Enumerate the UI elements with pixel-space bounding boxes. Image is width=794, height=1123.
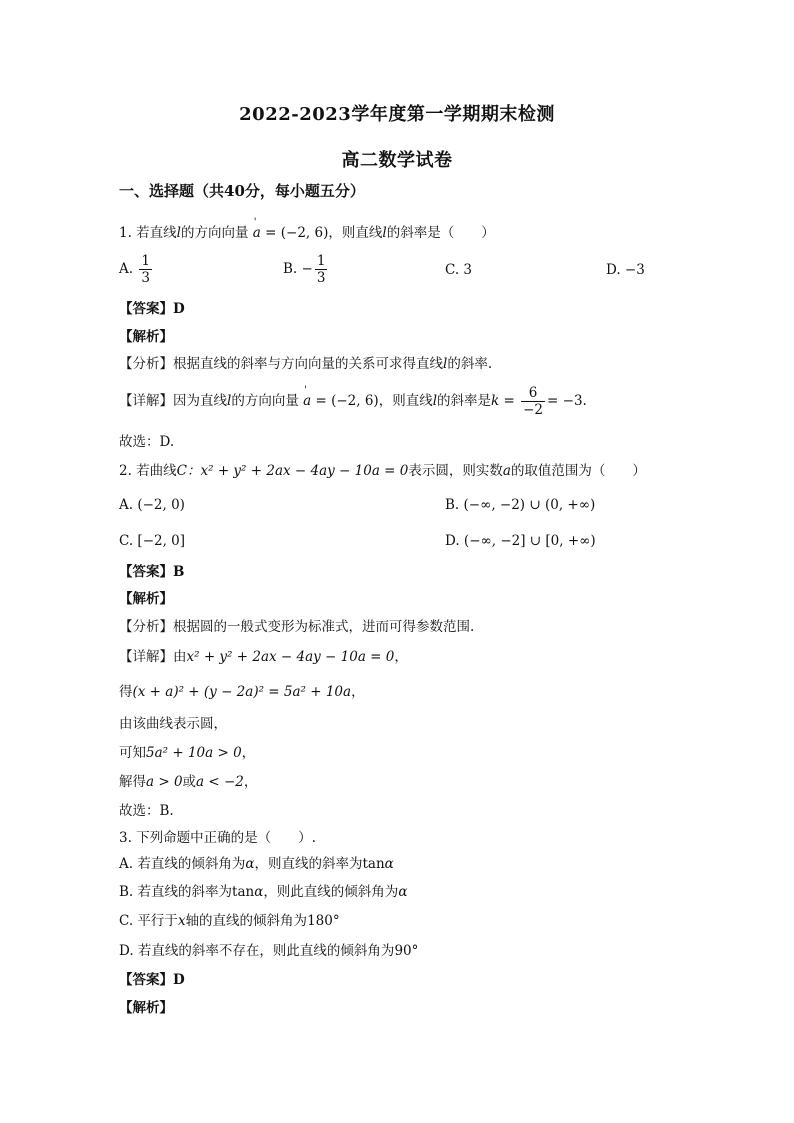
q2-stem: 2. 若曲线C：x² + y² + 2ax − 4ay − 10a = 0表示圆，则实数a的取值范围为（ ） (119, 463, 646, 479)
q2-step-ineq: 可知5a² + 10a > 0， (119, 745, 256, 761)
q1-detail: 【详解】因为直线l的方向向量 ' a = (−2, 6)，则直线l的斜率是k = $\frac{6}{-2}$ = −3. (119, 385, 587, 418)
section-heading: 一、选择题（共40分，每小题五分） (119, 182, 365, 200)
exam-title: 2022-2023学年度第一学期期末检测 (239, 104, 555, 125)
q2-step-solve: 解得a > 0或a < −2， (119, 774, 258, 790)
exam-subtitle: 高二数学试卷 (341, 150, 453, 171)
q2-option-c: C. [−2, 0] (119, 533, 186, 549)
q2-step-circle: 由该曲线表示圆， (119, 716, 227, 732)
q1-analysis: 【分析】根据直线的斜率与方向向量的关系可求得直线l的斜率. (119, 356, 493, 372)
fraction: $\frac{1}{3}$ (141, 253, 150, 286)
q2-option-b: B. (−∞, −2) ∪ (0, +∞) (445, 497, 596, 513)
q3-stem: 3. 下列命题中正确的是（ ）. (119, 830, 316, 846)
q3-option-b: B. 若直线的斜率为tanα，则此直线的倾斜角为α (119, 884, 408, 900)
q1-option-d: D. −3 (606, 262, 645, 278)
q1-option-a: A. $\frac{1}{3}$ (119, 253, 150, 286)
q2-option-a: A. (−2, 0) (119, 497, 185, 513)
q3-option-d: D. 若直线的斜率不存在，则此直线的倾斜角为90° (119, 943, 419, 959)
q2-detail: 【详解】由x² + y² + 2ax − 4ay − 10a = 0， (119, 649, 408, 665)
q1-choose: 故选：D. (119, 434, 175, 450)
fraction: $\frac{6}{-2}$ (523, 385, 544, 418)
q1-option-c: C. 3 (445, 262, 473, 278)
q1-option-b: B. − $\frac{1}{3}$ (283, 253, 326, 286)
q1-jiexi: 【解析】 (119, 329, 173, 345)
q1-answer: 【答案】D (119, 301, 185, 317)
q2-analysis: 【分析】根据圆的一般式变形为标准式，进而可得参数范围. (119, 619, 475, 635)
q3-option-a: A. 若直线的倾斜角为α，则直线的斜率为tanα (119, 856, 394, 872)
q1-stem: 1. 若直线l的方向向量 ' a = (−2, 6)，则直线l的斜率是（ ） (119, 224, 495, 242)
q3-jiexi: 【解析】 (119, 1000, 173, 1016)
q3-answer: 【答案】D (119, 972, 185, 988)
q2-option-d: D. (−∞, −2] ∪ [0, +∞) (445, 533, 596, 549)
q2-step-standard: 得(x + a)² + (y − 2a)² = 5a² + 10a， (119, 684, 365, 700)
q2-jiexi: 【解析】 (119, 591, 173, 607)
fraction: $\frac{1}{3}$ (316, 253, 326, 286)
q2-choose: 故选：B. (119, 803, 174, 819)
q2-answer: 【答案】B (119, 564, 185, 580)
q3-option-c: C. 平行于x轴的直线的倾斜角为180° (119, 913, 340, 929)
